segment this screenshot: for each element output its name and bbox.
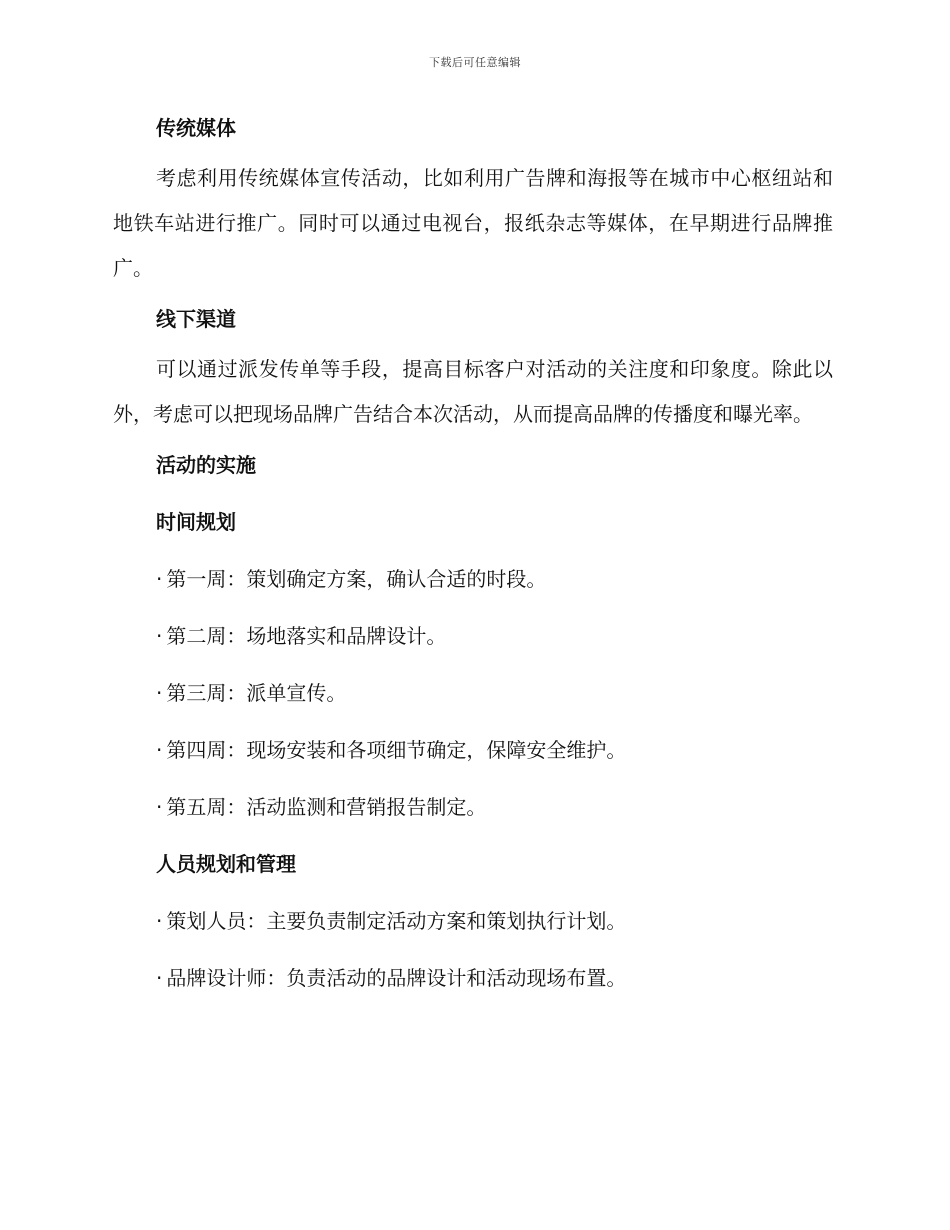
section-heading-traditional-media: 传统媒体 — [156, 116, 236, 140]
section-heading-offline-channels: 线下渠道 — [156, 307, 236, 331]
bullet-icon: · — [156, 624, 163, 648]
list-item: · 第一周：策划确定方案，确认合适的时段。 — [113, 563, 833, 595]
paragraph-offline-channels: 可以通过派发传单等手段，提高目标客户对活动的关注度和印象度。除此以外，考虑可以把现场品牌广告结合本次活动，从而提高品牌的传播度和曝光率。 — [113, 357, 833, 426]
document-body — [113, 112, 833, 994]
section-heading-time-plan: 时间规划 — [156, 510, 236, 534]
bullet-icon: · — [156, 681, 163, 705]
section-heading-staff-plan: 人员规划和管理 — [156, 852, 296, 876]
paragraph-traditional-media: 考虑利用传统媒体宣传活动，比如利用广告牌和海报等在城市中心枢纽站和地铁车站进行推广。同时可以通过电视台，报纸杂志等媒体，在早期进行品牌推广。 — [113, 166, 833, 280]
list-item: · 第四周：现场安装和各项细节确定，保障安全维护。 — [113, 734, 833, 766]
bullet-icon: · — [156, 966, 163, 990]
bullet-icon: · — [156, 909, 163, 933]
list-item: · 第五周：活动监测和营销报告制定。 — [113, 791, 833, 823]
page-header: 下载后可任意编辑 — [429, 56, 521, 69]
list-item: · 第三周：派单宣传。 — [113, 677, 833, 709]
bullet-icon: · — [156, 795, 163, 819]
section-heading-implementation: 活动的实施 — [156, 453, 256, 477]
bullet-icon: · — [156, 567, 163, 591]
list-item: · 策划人员：主要负责制定活动方案和策划执行计划。 — [113, 905, 833, 937]
list-item: · 第二周：场地落实和品牌设计。 — [113, 620, 833, 652]
bullet-icon: · — [156, 738, 163, 762]
list-item: · 品牌设计师：负责活动的品牌设计和活动现场布置。 — [113, 962, 833, 994]
